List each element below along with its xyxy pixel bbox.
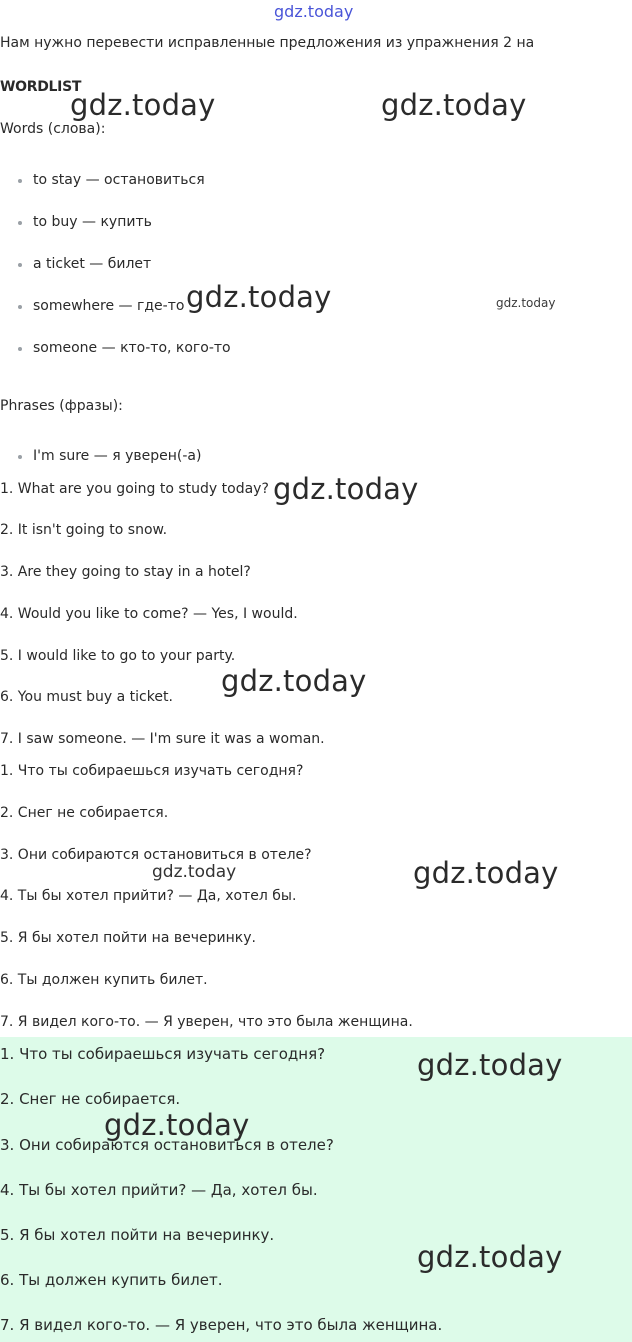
answer-sentence: 5. Я бы хотел пойти на вечеринку.	[0, 1226, 275, 1244]
watermark: gdz.today	[496, 296, 556, 310]
bullet-icon	[18, 263, 22, 267]
list-item: I'm sure — я уверен(-а)	[33, 448, 202, 464]
sentence: 1. Что ты собираешься изучать сегодня?	[0, 763, 304, 779]
watermark: gdz.today	[221, 664, 367, 698]
sentence: 4. Ты бы хотел прийти? — Да, хотел бы.	[0, 888, 297, 904]
words-heading: Words (слова):	[0, 121, 106, 137]
watermark: gdz.today	[417, 1048, 563, 1082]
sentence: 7. I saw someone. — I'm sure it was a woman.	[0, 731, 325, 747]
bullet-icon	[18, 305, 22, 309]
sentence: 6. Ты должен купить билет.	[0, 972, 208, 988]
wordlist-heading: WORDLIST	[0, 79, 82, 95]
bullet-icon	[18, 455, 22, 459]
sentence: 3. Они собираются остановиться в отеле?	[0, 847, 312, 863]
site-logo[interactable]: gdz.today	[274, 2, 354, 21]
answer-sentence: 1. Что ты собираешься изучать сегодня?	[0, 1045, 326, 1063]
sentence: 4. Would you like to come? — Yes, I would.	[0, 606, 298, 622]
answer-sentence: 6. Ты должен купить билет.	[0, 1271, 223, 1289]
watermark: gdz.today	[413, 856, 559, 890]
bullet-icon	[18, 347, 22, 351]
watermark: gdz.today	[417, 1240, 563, 1274]
watermark: gdz.today	[104, 1108, 250, 1142]
answer-sentence: 4. Ты бы хотел прийти? — Да, хотел бы.	[0, 1181, 318, 1199]
sentence: 2. Снег не собирается.	[0, 805, 169, 821]
sentence: 5. I would like to go to your party.	[0, 648, 236, 664]
watermark: gdz.today	[273, 472, 419, 506]
answer-sentence: 3. Они собираются остановиться в отеле?	[0, 1136, 334, 1154]
sentence: 1. What are you going to study today?	[0, 481, 269, 497]
list-item: a ticket — билет	[33, 256, 152, 272]
sentence: 7. Я видел кого-то. — Я уверен, что это была женщина.	[0, 1014, 413, 1030]
bullet-icon	[18, 221, 22, 225]
bullet-icon	[18, 179, 22, 183]
sentence: 5. Я бы хотел пойти на вечеринку.	[0, 930, 256, 946]
sentence: 2. It isn't going to snow.	[0, 522, 168, 538]
list-item: to stay — остановиться	[33, 172, 205, 188]
phrases-heading: Phrases (фразы):	[0, 398, 123, 414]
watermark: gdz.today	[70, 88, 216, 122]
list-item: somewhere — где-то	[33, 298, 185, 314]
sentence: 3. Are they going to stay in a hotel?	[0, 564, 251, 580]
watermark: gdz.today	[152, 862, 237, 882]
list-item: someone — кто-то, кого-то	[33, 340, 231, 356]
answer-sentence: 2. Снег не собирается.	[0, 1090, 181, 1108]
list-item: to buy — купить	[33, 214, 152, 230]
watermark: gdz.today	[381, 88, 527, 122]
watermark: gdz.today	[186, 280, 332, 314]
answer-sentence: 7. Я видел кого-то. — Я уверен, что это была женщина.	[0, 1316, 443, 1334]
sentence: 6. You must buy a ticket.	[0, 689, 173, 705]
intro-text: Нам нужно перевести исправленные предложения из упражнения 2 на	[0, 35, 535, 51]
